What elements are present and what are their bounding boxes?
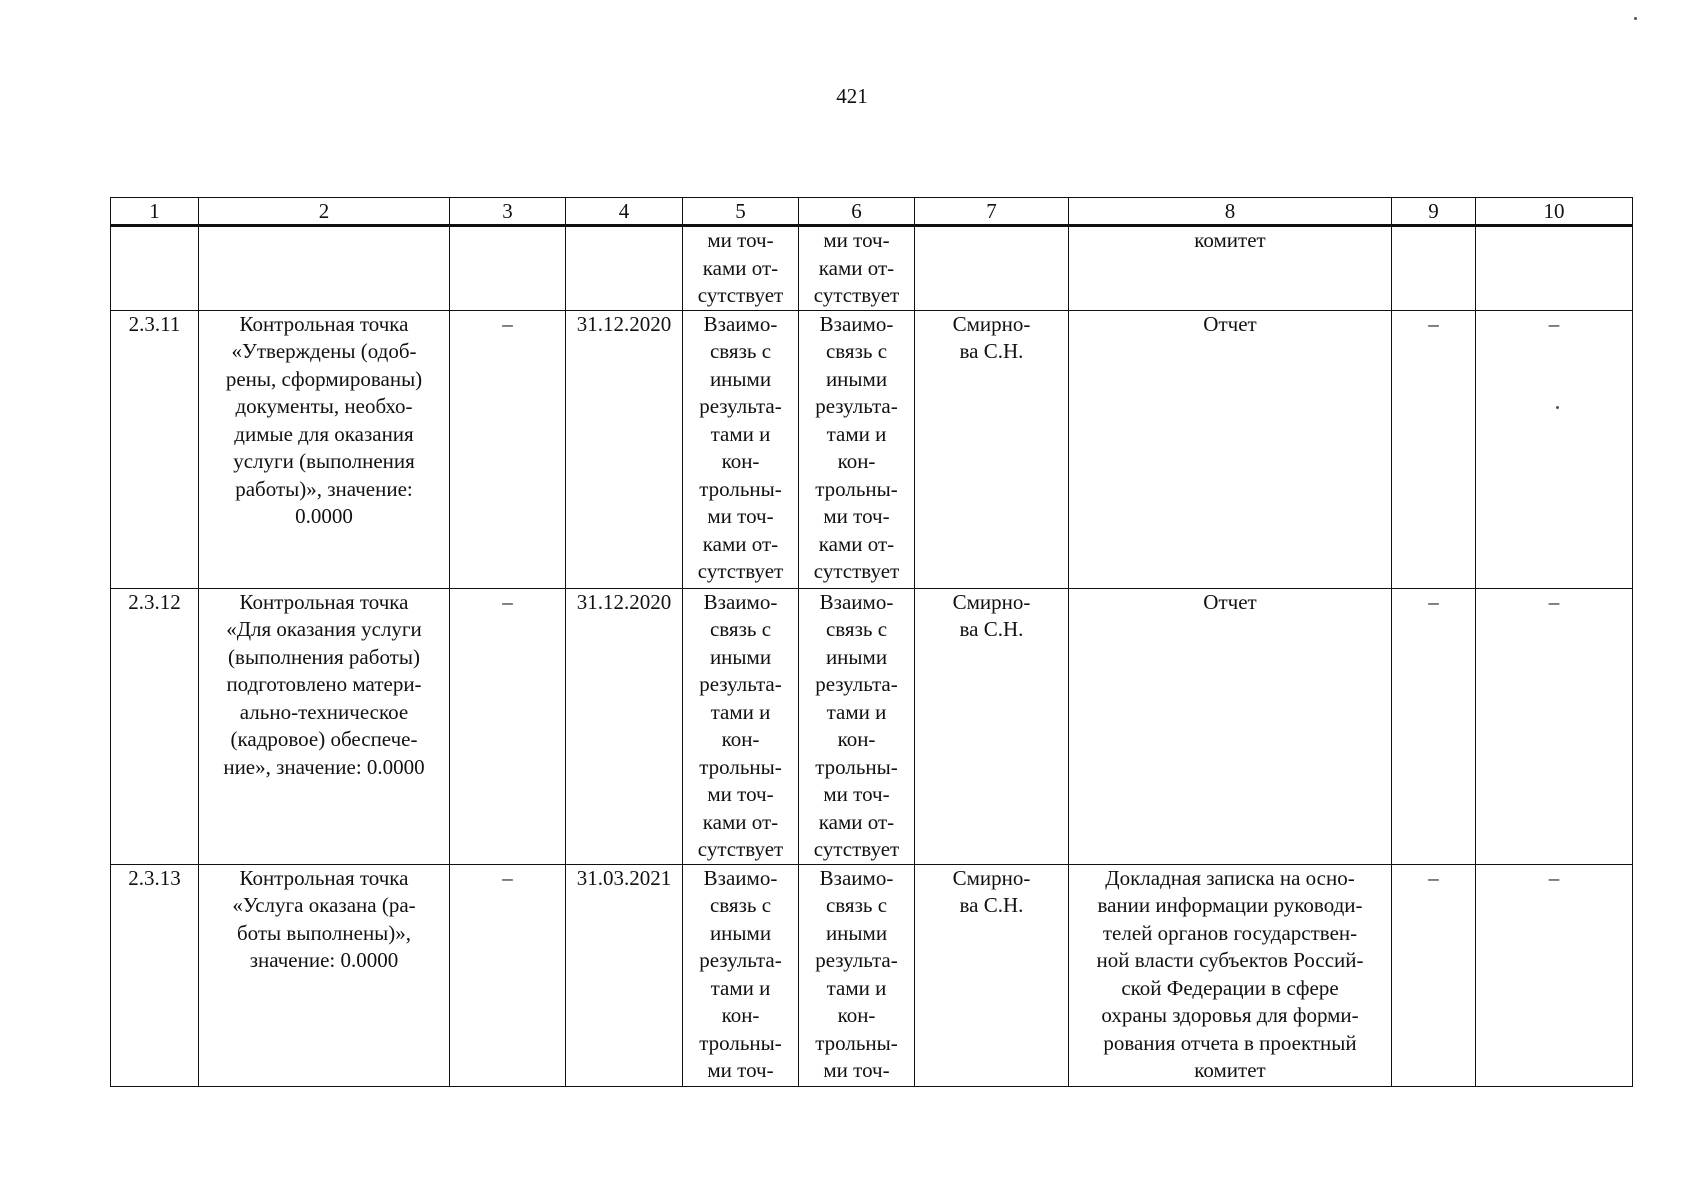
cell-line: ми точ- (823, 1058, 890, 1082)
document-cell (1069, 226, 1392, 311)
col9-cell: – (1392, 588, 1476, 864)
cell-line: ками от- (818, 531, 895, 556)
cell-line: ками от- (818, 809, 895, 834)
cell-line: ние», значение: 0.0000 (223, 754, 425, 779)
column-header: 5 (683, 198, 799, 226)
cell-line: (выполнения работы) (228, 644, 420, 669)
cell-line: Взаимо- (819, 311, 894, 336)
cell-line: Смирно- (952, 311, 1031, 336)
cell-line: сутствует (697, 559, 784, 583)
cell-line: сутствует (813, 559, 900, 583)
row-number-cell: 2.3.11 (111, 310, 199, 588)
cell-line: иными (709, 920, 772, 945)
cell-line: результа- (815, 394, 898, 418)
cell-line: сутствует (697, 283, 784, 307)
column-header: 9 (1392, 198, 1476, 226)
cell-line: Контрольная точка (239, 311, 409, 336)
cell-line: трольны- (699, 754, 782, 779)
cell-line: ками от- (702, 255, 779, 280)
column-header: 8 (1069, 198, 1392, 226)
cell-line: трольны- (815, 754, 898, 779)
col10-cell: – (1476, 864, 1633, 1086)
cell-line: Взаимо- (703, 589, 778, 614)
responsible-cell (915, 864, 1069, 1086)
cell-line: тами и (710, 421, 771, 446)
responsible-cell (915, 226, 1069, 311)
table-row (111, 588, 1633, 864)
scan-speck (1556, 406, 1559, 409)
cell-line: сутствует (813, 283, 900, 307)
cell-line: подготовлено матери- (226, 672, 422, 696)
col5-cell (683, 310, 799, 588)
col10-cell: – (1476, 310, 1633, 588)
cell-line: ва С.Н. (959, 893, 1024, 917)
cell-line: ми точ- (707, 228, 774, 252)
column-header: 10 (1476, 198, 1633, 226)
cell-line: результа- (699, 394, 782, 418)
column-header: 2 (199, 198, 450, 226)
cell-line: Взаимо- (819, 865, 894, 890)
col5-cell (683, 226, 799, 311)
cell-line: связь с (825, 893, 888, 917)
col9-cell (1392, 226, 1476, 311)
cell-line: ками от- (702, 531, 779, 556)
cell-line: иными (825, 644, 888, 669)
cell-line: Контрольная точка (239, 589, 409, 614)
cell-line: Докладная записка на осно- (1105, 865, 1355, 890)
cell-line: Смирно- (952, 589, 1031, 614)
col6-cell (799, 588, 915, 864)
cell-line: тами и (826, 421, 887, 446)
cell-line: Смирно- (952, 865, 1031, 890)
cell-line: Взаимо- (819, 589, 894, 614)
cell-line: трольны- (699, 476, 782, 501)
col9-cell: – (1392, 864, 1476, 1086)
cell-line: ской Федерации в сфере (1121, 975, 1339, 1000)
cell-line: ва С.Н. (959, 617, 1024, 641)
cell-line: ками от- (702, 809, 779, 834)
col3-cell (450, 226, 566, 311)
cell-line: ми точ- (707, 504, 774, 528)
date-cell: 31.03.2021 (566, 864, 683, 1086)
cell-line: рования отчета в проектный (1103, 1030, 1357, 1055)
cell-line: иными (825, 366, 888, 391)
description-cell (199, 588, 450, 864)
cell-line: ми точ- (823, 504, 890, 528)
cell-line: тами и (710, 699, 771, 724)
description-cell (199, 864, 450, 1086)
cell-line: ми точ- (823, 782, 890, 806)
cell-line: кон- (721, 449, 760, 473)
cell-line: ками от- (818, 255, 895, 280)
col10-cell (1476, 226, 1633, 311)
cell-line: тами и (826, 975, 887, 1000)
responsible-cell (915, 588, 1069, 864)
cell-line: Отчет (1203, 589, 1257, 614)
col3-cell: – (450, 864, 566, 1086)
cell-line: вании информации руководи- (1097, 893, 1363, 917)
col5-cell (683, 588, 799, 864)
cell-line: связь с (709, 893, 772, 917)
cell-line: связь с (825, 339, 888, 363)
cell-line: результа- (815, 948, 898, 972)
table-row (111, 864, 1633, 1086)
col3-cell: – (450, 588, 566, 864)
cell-line: иными (825, 920, 888, 945)
plan-table (110, 197, 1633, 1087)
scan-speck (1634, 17, 1637, 20)
col9-cell: – (1392, 310, 1476, 588)
col6-cell (799, 226, 915, 311)
cell-line: трольны- (815, 1030, 898, 1055)
col6-cell (799, 864, 915, 1086)
row-number-cell (111, 226, 199, 311)
cell-line: результа- (815, 672, 898, 696)
col10-cell: – (1476, 588, 1633, 864)
cell-line: сутствует (697, 837, 784, 861)
cell-line: кон- (837, 727, 876, 751)
cell-line: связь с (709, 339, 772, 363)
column-header: 4 (566, 198, 683, 226)
table-row (111, 226, 1633, 311)
cell-line: кон- (837, 1003, 876, 1027)
cell-line: тами и (826, 699, 887, 724)
cell-line: результа- (699, 672, 782, 696)
cell-line: кон- (721, 1003, 760, 1027)
cell-line: Взаимо- (703, 311, 778, 336)
cell-line: «Услуга оказана (ра- (232, 893, 416, 917)
document-cell (1069, 310, 1392, 588)
cell-line: иными (709, 644, 772, 669)
cell-line: трольны- (815, 476, 898, 501)
page-number: 421 (836, 84, 868, 108)
cell-line: значение: 0.0000 (249, 948, 399, 972)
col3-cell: – (450, 310, 566, 588)
col5-cell (683, 864, 799, 1086)
date-cell: 31.12.2020 (566, 310, 683, 588)
cell-line: 0.0000 (295, 504, 353, 528)
cell-line: кон- (721, 727, 760, 751)
cell-line: Взаимо- (703, 865, 778, 890)
table-row (111, 310, 1633, 588)
cell-line: работы)», значение: (235, 476, 413, 501)
cell-line: Отчет (1203, 311, 1257, 336)
column-header: 6 (799, 198, 915, 226)
row-number-cell: 2.3.12 (111, 588, 199, 864)
cell-line: ми точ- (823, 228, 890, 252)
responsible-cell (915, 310, 1069, 588)
column-header: 3 (450, 198, 566, 226)
cell-line: услуги (выполнения (233, 449, 415, 473)
cell-line: телей органов государствен- (1102, 920, 1358, 945)
cell-line: комитет (1194, 228, 1266, 252)
cell-line: документы, необхо- (235, 394, 413, 418)
cell-line: рены, сформированы) (225, 366, 423, 391)
cell-line: «Утверждены (одоб- (231, 339, 417, 363)
header-row (111, 198, 1633, 226)
description-cell (199, 226, 450, 311)
cell-line: охраны здоровья для форми- (1101, 1003, 1359, 1027)
cell-line: димые для оказания (234, 421, 414, 446)
cell-line: ми точ- (707, 782, 774, 806)
cell-line: ми точ- (707, 1058, 774, 1082)
document-cell (1069, 588, 1392, 864)
date-cell (566, 226, 683, 311)
row-number-cell: 2.3.13 (111, 864, 199, 1086)
cell-line: результа- (699, 948, 782, 972)
cell-line: связь с (709, 617, 772, 641)
cell-line: ной власти субъектов Россий- (1096, 948, 1364, 972)
cell-line: трольны- (699, 1030, 782, 1055)
cell-line: комитет (1194, 1058, 1266, 1082)
cell-line: (кадровое) обеспече- (230, 727, 418, 751)
column-header: 7 (915, 198, 1069, 226)
cell-line: сутствует (813, 837, 900, 861)
cell-line: иными (709, 366, 772, 391)
date-cell: 31.12.2020 (566, 588, 683, 864)
cell-line: «Для оказания услуги (226, 617, 422, 641)
cell-line: боты выполнены)», (236, 920, 412, 945)
column-header: 1 (111, 198, 199, 226)
cell-line: тами и (710, 975, 771, 1000)
description-cell (199, 310, 450, 588)
cell-line: связь с (825, 617, 888, 641)
cell-line: Контрольная точка (239, 865, 409, 890)
cell-line: ва С.Н. (959, 339, 1024, 363)
document-cell (1069, 864, 1392, 1086)
cell-line: кон- (837, 449, 876, 473)
cell-line: ально-техническое (239, 699, 409, 724)
col6-cell (799, 310, 915, 588)
